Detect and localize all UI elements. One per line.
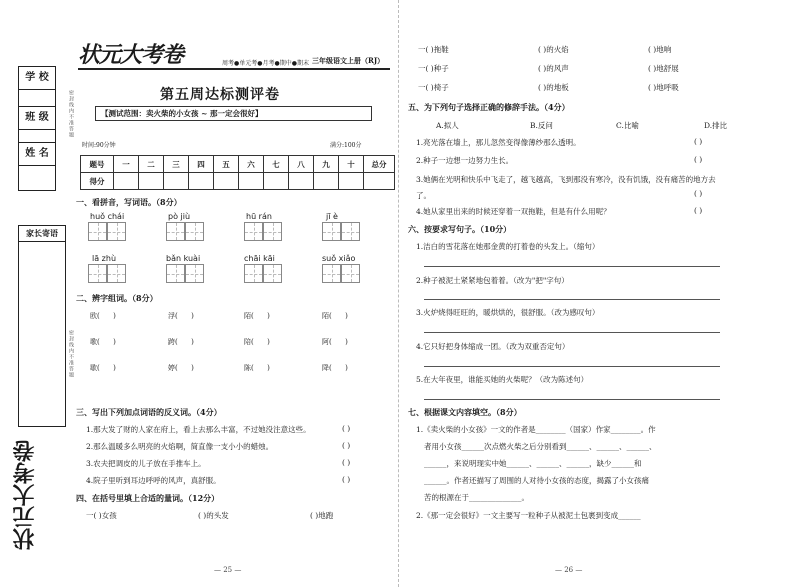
char-item: 跨( ) — [168, 338, 194, 346]
answer-paren[interactable]: ( ) — [694, 189, 703, 198]
answer-paren[interactable]: ( ) — [694, 206, 703, 215]
measure-word-item[interactable]: 一( )椅子 — [418, 83, 449, 92]
rhetoric-option: C.比喻 — [616, 121, 639, 130]
writing-grid[interactable] — [322, 264, 360, 283]
rhetoric-option: A.拟人 — [436, 121, 459, 130]
name-field[interactable] — [18, 166, 56, 191]
q1-heading: 一、看拼音，写词语。（8分） — [76, 197, 182, 207]
measure-word-item[interactable]: ( )的地板 — [538, 83, 569, 92]
q3-item: 1.那大发了财的人家在府上，看上去那么丰富，不过她没注意这些。 — [86, 425, 311, 434]
rhetoric-option: B.反问 — [530, 121, 553, 130]
q7-heading: 七、根据课文内容填空。（8分） — [408, 407, 522, 417]
char-item: 婷( ) — [168, 364, 194, 372]
score-input-cell[interactable] — [264, 173, 289, 190]
answer-paren[interactable]: ( ) — [694, 155, 703, 164]
char-group — [244, 310, 270, 374]
q6-item: 5.在大年夜里，谁能买她的火柴呢？（改为陈述句） — [416, 375, 589, 384]
score-input-cell[interactable] — [339, 173, 364, 190]
score-input-cell[interactable] — [214, 173, 239, 190]
q7-text[interactable]: 1.《卖火柴的小女孩》一文的作者是________（国家）作家________。作 — [416, 425, 656, 434]
q7-text[interactable]: 苦的根源在于______________。 — [424, 493, 529, 502]
answer-line[interactable] — [424, 366, 720, 367]
answer-line[interactable] — [424, 332, 720, 333]
q6-item: 3.火炉烧得旺旺的，暖烘烘的，很舒服。（改为感叹句） — [416, 308, 600, 317]
parent-message-box[interactable] — [18, 225, 66, 427]
score-input-cell[interactable] — [364, 173, 395, 190]
char-item: 陌( ) — [244, 312, 270, 320]
measure-word-item[interactable]: ( )的头发 — [198, 511, 229, 520]
char-item: 降( ) — [322, 364, 348, 372]
score-cell: 七 — [264, 156, 289, 173]
char-item: 欧( ) — [90, 312, 116, 320]
measure-word-item[interactable]: ( )地呼吸 — [648, 83, 679, 92]
q6-item: 1.洁白的雪花落在她那金黄的打着卷的头发上。（缩句） — [416, 242, 600, 251]
score-input-cell[interactable] — [189, 173, 214, 190]
char-group — [168, 310, 194, 374]
sidebar-logo: 状元大考卷 — [13, 440, 38, 550]
q6-heading: 六、按要求写句子。（10分） — [408, 224, 512, 234]
writing-grid[interactable] — [244, 264, 282, 283]
writing-grid[interactable] — [88, 222, 126, 241]
score-table-score-row — [81, 173, 395, 190]
score-input-cell[interactable] — [139, 173, 164, 190]
q5-item: 1.亮光落在墙上，那儿忽然变得像薄纱那么透明。 — [416, 138, 581, 147]
score-cell: 三 — [164, 156, 189, 173]
q3-item: 2.那么温暖多么明亮的火焰啊，简直像一支小小的蜡烛。 — [86, 442, 274, 451]
measure-word-item[interactable]: 一( )拖鞋 — [418, 45, 449, 54]
writing-grid[interactable] — [244, 222, 282, 241]
measure-word-item[interactable]: ( )的火焰 — [538, 45, 569, 54]
score-table-header-row — [81, 156, 395, 173]
measure-word-item[interactable]: 一( )女孩 — [86, 511, 117, 520]
pinyin: pò jiù — [168, 212, 191, 221]
score-cell: 五 — [214, 156, 239, 173]
time-limit: 时间:90分钟 — [82, 142, 116, 149]
q6-item: 2.种子被泥土紧紧地包着着。（改为"把"字句） — [416, 276, 569, 285]
binding-notice-top: 密封线内不准答题 — [68, 90, 74, 138]
score-input-cell[interactable] — [114, 173, 139, 190]
parent-message-label: 家长寄语 — [19, 226, 65, 242]
q3-heading: 三、写出下列加点词语的反义词。（4分） — [76, 407, 222, 417]
page-divider — [398, 0, 400, 587]
page-title: 第五周达标测评卷 — [160, 87, 280, 103]
q5-heading: 五、为下列句子选择正确的修辞手法。（4分） — [408, 102, 570, 112]
q3-item: 4.院子里听到耳边呼呼的风声，真舒服。 — [86, 476, 221, 485]
answer-paren[interactable]: ( ) — [342, 441, 351, 450]
score-cell: 八 — [289, 156, 314, 173]
writing-grid[interactable] — [322, 222, 360, 241]
measure-word-item[interactable]: ( )地响 — [648, 45, 672, 54]
answer-line[interactable] — [424, 266, 720, 267]
measure-word-item[interactable]: ( )的风声 — [538, 64, 569, 73]
char-item: 陌( ) — [322, 312, 348, 320]
score-input-cell[interactable] — [164, 173, 189, 190]
pinyin: bǎn kuài — [166, 254, 201, 263]
pinyin: hū rán — [246, 212, 272, 221]
q3-item: 3.农夫把调皮的儿子放在手推车上。 — [86, 459, 206, 468]
exam-series: 周考●单元考●月考●期中●期末 — [222, 60, 309, 67]
score-input-cell[interactable] — [239, 173, 264, 190]
char-item: 歇( ) — [90, 364, 116, 372]
rhetoric-option: D.排比 — [704, 121, 728, 130]
char-item: 浮( ) — [168, 312, 194, 320]
score-row-label: 得分 — [81, 173, 114, 190]
brand-logo: 状元大考卷 — [78, 43, 184, 68]
writing-grid[interactable] — [166, 222, 204, 241]
score-input-cell[interactable] — [289, 173, 314, 190]
char-item: 陈( ) — [244, 364, 270, 372]
writing-grid[interactable] — [88, 264, 126, 283]
answer-line[interactable] — [424, 399, 720, 400]
answer-paren[interactable]: ( ) — [342, 475, 351, 484]
char-group — [322, 310, 348, 374]
header-rule — [78, 68, 390, 70]
test-scope: 【测试范围：卖火柴的小女孩 ~ 那一定会很好】 — [95, 106, 372, 121]
measure-word-item[interactable]: ( )地舒展 — [648, 64, 679, 73]
answer-paren[interactable]: ( ) — [342, 458, 351, 467]
char-item: 阿( ) — [322, 338, 348, 346]
writing-grid[interactable] — [166, 264, 204, 283]
score-cell: 四 — [189, 156, 214, 173]
school-label: 学 校 — [18, 66, 56, 90]
q5-item: 2.种子一边想一边努力生长。 — [416, 156, 514, 165]
q7-text[interactable]: 2.《那一定会很好》一文主要写一粒种子从被泥土包裹到变成______ — [416, 511, 641, 520]
score-cell: 六 — [239, 156, 264, 173]
pinyin: lā zhù — [92, 254, 117, 263]
answer-paren[interactable]: ( ) — [694, 137, 703, 146]
q5-item: 4.她从家里出来的时候还穿着一双拖鞋，但是有什么用呢？ — [416, 207, 611, 216]
q7-text[interactable]: 者用小女孩______次点燃火柴之后分别看到______、______、______、 — [424, 442, 657, 451]
q7-text[interactable]: ______，来说明现实中她______、______、______，缺少______和 — [424, 459, 642, 468]
page-number-right: — 26 — — [555, 566, 583, 574]
name-label: 姓 名 — [18, 142, 56, 166]
measure-word-item[interactable]: 一( )种子 — [418, 64, 449, 73]
answer-paren[interactable]: ( ) — [342, 424, 351, 433]
score-cell: 总分 — [364, 156, 395, 173]
binding-sidebar — [8, 30, 74, 570]
grade-label: 三年级语文上册（RJ） — [312, 56, 385, 65]
answer-line[interactable] — [424, 299, 720, 300]
score-cell: 二 — [139, 156, 164, 173]
score-cell: 十 — [339, 156, 364, 173]
char-group — [90, 310, 116, 374]
pinyin: huǒ chái — [90, 212, 125, 221]
binding-notice-bottom: 密封线内不准答题 — [68, 330, 74, 378]
pinyin: chāi kāi — [244, 254, 275, 263]
class-label: 班 级 — [18, 106, 56, 130]
pinyin: jī è — [326, 212, 338, 221]
q7-text[interactable]: ______。作者还描写了周围的人对待小女孩的态度，揭露了小女孩痛 — [424, 476, 649, 485]
score-cell: 一 — [114, 156, 139, 173]
score-cell: 题号 — [81, 156, 114, 173]
q2-heading: 二、辨字组词。（8分） — [76, 293, 158, 303]
measure-word-item[interactable]: ( )地跑 — [310, 511, 334, 520]
char-item: 歌( ) — [90, 338, 116, 346]
pinyin: suǒ xiǎo — [322, 254, 356, 263]
full-score: 满分:100分 — [330, 142, 362, 149]
q6-item: 4.它只好把身体缩成一团。（改为双重否定句） — [416, 342, 570, 351]
q4-heading: 四、在括号里填上合适的量词。（12分） — [76, 493, 220, 503]
q5-item: 3.她俩在光明和快乐中飞走了，越飞越高，飞到那没有寒冷，没有饥饿，没有痛苦的地方去了。 — [416, 175, 716, 200]
score-cell: 九 — [314, 156, 339, 173]
char-item: 陪( ) — [244, 338, 270, 346]
score-input-cell[interactable] — [314, 173, 339, 190]
page-number-left: — 25 — — [214, 566, 242, 574]
score-table — [80, 155, 395, 190]
